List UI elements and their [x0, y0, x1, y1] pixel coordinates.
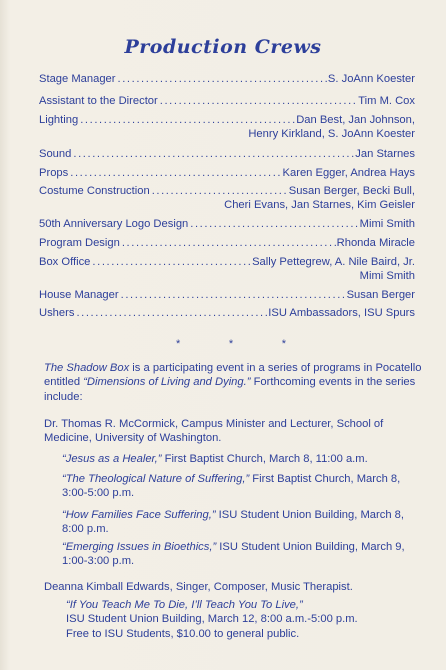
event-item: [62, 508, 424, 537]
crew-names: Dan Best, Jan Johnson,: [296, 114, 415, 126]
leader-dots: [158, 95, 358, 107]
leader-dots: [74, 307, 268, 319]
event-detail: First Baptist Church, March 8, 11:00 a.m.: [161, 453, 368, 465]
crew-role: Lighting: [39, 114, 79, 126]
crew-role: Assistant to the Director: [39, 95, 158, 107]
series-title: “Dimensions of Living and Dying.”: [83, 376, 251, 389]
star: *: [281, 338, 286, 350]
separator-stars: [176, 338, 286, 350]
crew-names: Rhonda Miracle: [336, 237, 415, 249]
crew-names: S. JoAnn Koester: [327, 73, 415, 85]
leader-dots: [71, 148, 355, 160]
crew-role: House Manager: [39, 289, 119, 301]
event-price: Free to ISU Students, $10.00 to general public.: [66, 627, 300, 640]
crew-row: [39, 307, 415, 321]
crew-role: 50th Anniversary Logo Design: [39, 218, 189, 230]
event-item: [66, 598, 424, 641]
crew-row: [39, 218, 415, 232]
crew-row: [39, 114, 415, 142]
page-title: Production Crews: [124, 36, 322, 58]
star: *: [176, 338, 181, 350]
leader-dots: [188, 218, 359, 230]
event-title: “Emerging Issues in Bioethics,”: [62, 541, 217, 553]
event-title: “If You Teach Me To Die, I’ll Teach You To Live,”: [66, 599, 303, 611]
crew-role: Sound: [39, 148, 72, 160]
crew-row: [39, 289, 415, 303]
crew-row: [39, 185, 415, 213]
intro-paragraph: [44, 361, 424, 404]
crew-role: Stage Manager: [39, 73, 116, 85]
crew-role: Box Office: [39, 256, 91, 268]
crew-names: Sally Pettegrew, A. Nile Baird, Jr.: [252, 256, 415, 268]
crew-names: Susan Berger: [346, 289, 415, 301]
intro-text-1: is a participating event in a series of programs in Pocatello entitled: [44, 362, 422, 389]
event-detail: First Baptist Church, March 8, 3:00-5:00 p.m.: [62, 473, 401, 500]
leader-dots: [90, 256, 252, 268]
speaker-1: Dr. Thomas R. McCormick, Campus Minister and Lecturer, School of Medicine, University of Washington.: [44, 418, 384, 445]
crew-names-cont: Cheri Evans, Jan Starnes, Kim Geisler: [224, 199, 415, 211]
event-title: “Jesus as a Healer,”: [62, 453, 162, 465]
event-detail: ISU Student Union Building, March 9, 1:00-3:00 p.m.: [62, 541, 405, 568]
crew-role: Ushers: [39, 307, 75, 319]
crew-role: Program Design: [39, 237, 120, 249]
crew-names: Tim M. Cox: [358, 95, 415, 107]
event-title: “The Theological Nature of Suffering,”: [62, 473, 250, 485]
crew-role: Props: [39, 167, 69, 179]
crew-row: [39, 256, 415, 284]
event-item: [62, 540, 424, 569]
leader-dots: [116, 73, 328, 85]
leader-dots: [78, 114, 296, 126]
crew-names: Jan Starnes: [355, 148, 415, 160]
crew-names: Susan Berger, Becki Bull,: [288, 185, 415, 197]
event-item: [62, 472, 424, 501]
crew-names-cont: Mimi Smith: [359, 270, 415, 282]
leader-dots: [120, 237, 337, 249]
crew-row: [39, 148, 415, 162]
speaker-2: Deanna Kimball Edwards, Singer, Composer, Music Therapist.: [44, 581, 353, 593]
crew-role: Costume Construction: [39, 185, 150, 197]
crew-row: [39, 73, 415, 87]
crew-names: Karen Egger, Andrea Hays: [282, 167, 415, 179]
event-item: [62, 452, 424, 466]
crew-row: [39, 237, 415, 251]
event-title: “How Families Face Suffering,”: [62, 509, 216, 521]
crew-names: ISU Ambassadors, ISU Spurs: [268, 307, 415, 319]
crew-row: [39, 167, 415, 181]
event-detail: ISU Student Union Building, March 8, 8:00 p.m.: [62, 509, 404, 536]
crew-names: Mimi Smith: [359, 218, 415, 230]
crew-names-cont: Henry Kirkland, S. JoAnn Koester: [248, 128, 415, 140]
leader-dots: [119, 289, 347, 301]
show-title: The Shadow Box: [44, 362, 130, 374]
intro-text-2: Forthcoming events in the series include:: [44, 376, 416, 403]
leader-dots: [68, 167, 282, 179]
event-location: ISU Student Union Building, March 12, 8:00 a.m.-5:00 p.m.: [66, 613, 358, 626]
crew-row: [39, 95, 415, 109]
leader-dots: [150, 185, 289, 197]
star: *: [228, 338, 234, 350]
